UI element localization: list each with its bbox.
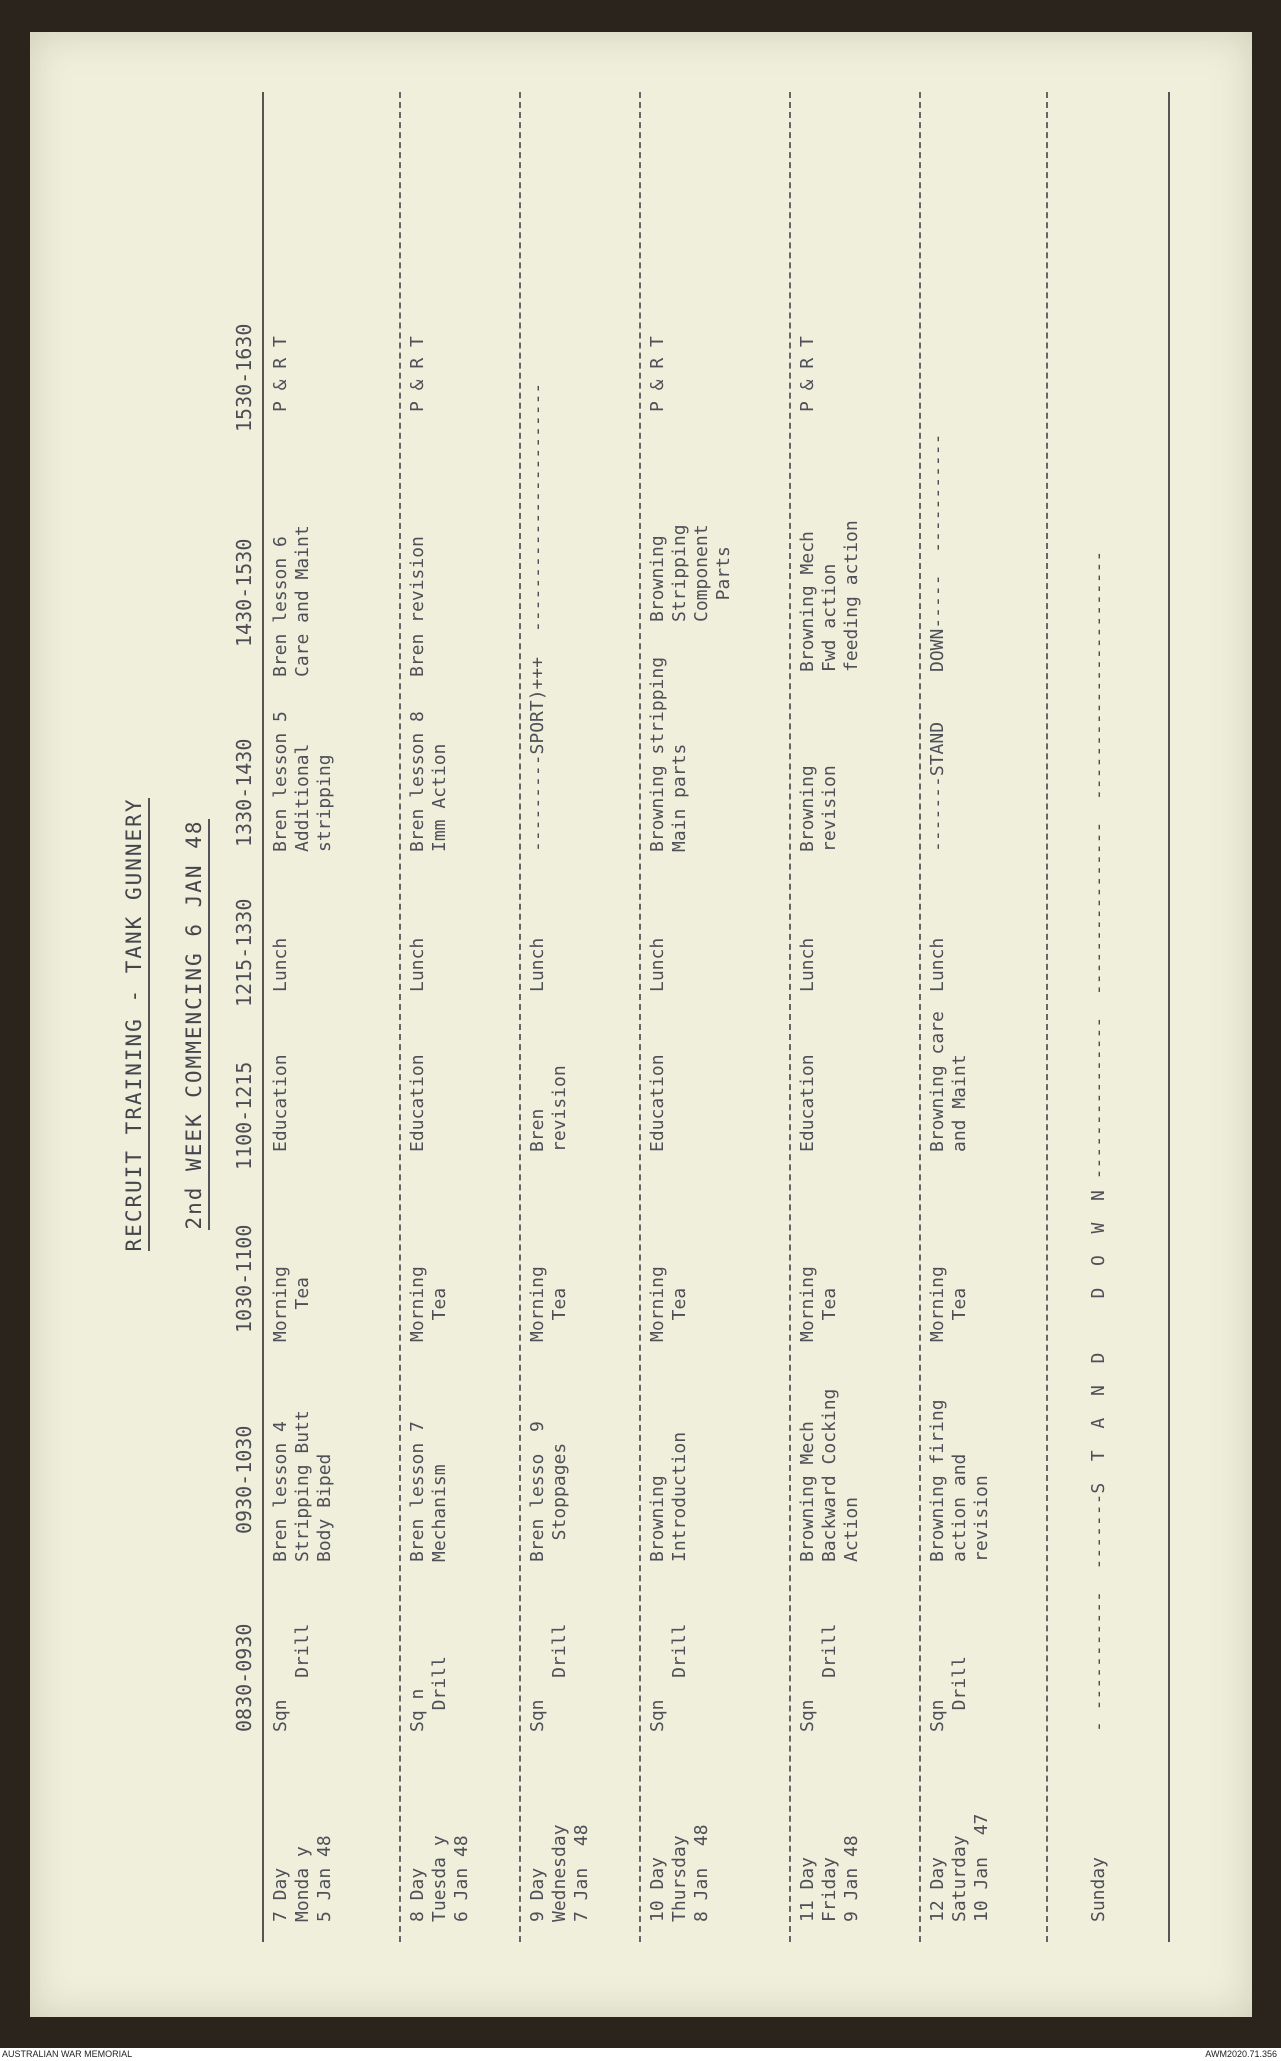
table-cell: P & R T [270,336,291,412]
table-cell: Morning Tea [797,1266,840,1342]
table-cell: Morning Tea [927,1266,970,1342]
table-cell: Bren lesson 4 Stripping Butt Body Biped [270,1410,335,1562]
table-cell: ----------------------- [527,382,548,632]
document-title: RECRUIT TRAINING - TANK GUNNERY [122,32,146,2017]
table-cell: Bren lesson 7 Mechanism [407,1421,450,1562]
table-cell: Sq n Drill [407,1656,450,1732]
table-cell: Browning firing action and revision [927,1399,992,1562]
table-cell: Sqn Drill [527,1623,570,1732]
table-cell: - ----------- -------S T A N D D O W N --------------- ---------------- ----------------------- [1088,550,1109,1732]
day-label: 11 Day Friday 9 Jan 48 [797,1835,862,1922]
table-cell: Lunch [797,937,818,992]
table-cell: DOWN----- ----------- [927,433,948,672]
table-row [641,92,791,1942]
table-cell: Education [647,1054,668,1152]
table-cell: Lunch [270,937,291,992]
table-cell: Education [270,1054,291,1152]
document-sheet [30,32,1252,2017]
day-label: 7 Day Monda y 5 Jan 48 [270,1835,335,1922]
table-cell: ---------SPORT)+++ [527,656,548,852]
table-cell: Morning Tea [407,1266,450,1342]
footer-source-label: AUSTRALIAN WAR MEMORIAL [2,2049,133,2059]
table-cell: Lunch [407,937,428,992]
day-label: 12 Day Saturday 10 Jan 47 [927,1813,992,1922]
table-cell: Bren lesson 6 Care and Maint [270,525,313,677]
table-cell: P & R T [797,336,818,412]
table-cell: Browning care and Maint [927,1011,970,1152]
training-schedule-table [230,92,1170,1942]
day-label: 8 Day Tuesda y 6 Jan 48 [407,1835,472,1922]
table-cell: Browning Mech Backward Cocking Action [797,1388,862,1562]
table-cell: Bren lesson 8 Imm Action [407,711,450,852]
table-cell: Lunch [527,937,548,992]
table-cell: Bren revision [407,536,428,677]
day-label: 9 Day Wednesday 7 Jan 48 [527,1824,592,1922]
table-row [521,92,641,1942]
table-cell: Browning Mech Fwd action feeding action [797,520,862,672]
rotated-content [30,32,1252,2017]
table-cell: Lunch [927,937,948,992]
table-cell: P & R T [647,336,668,412]
column-header: 1215-1330 [232,898,256,1007]
column-header: 0930-1030 [232,1425,256,1534]
table-row [791,92,921,1942]
table-cell: Bren revision [527,1065,570,1152]
column-header: 1430-1530 [232,538,256,647]
table-row [921,92,1048,1942]
day-label: 10 Day Thursday 8 Jan 48 [647,1824,712,1922]
table-cell: Browning stripping Main parts [647,656,690,852]
table-row [1048,92,1170,1942]
table-cell: -------STAND [927,721,948,852]
column-header: 1030-1100 [232,1224,256,1333]
document-subtitle: 2nd WEEK COMMENCING 6 JAN 48 [182,32,206,2017]
table-row [401,92,521,1942]
table-cell: Sqn Drill [270,1623,313,1732]
table-cell: Morning Tea [647,1266,690,1342]
column-header: 0830-0930 [232,1623,256,1732]
table-cell: Browning Stripping Component Parts [647,524,734,622]
table-cell: Bren lesso 9 Stoppages [527,1421,570,1562]
table-cell: Bren lesson 5 Additional stripping [270,711,335,852]
table-row [264,92,401,1942]
time-slot-header-row [230,92,264,1942]
table-cell: Morning Tea [527,1266,570,1342]
table-cell: Morning Tea [270,1266,313,1342]
archive-footer [0,2048,1281,2061]
table-cell: Browning Introduction [647,1431,690,1562]
table-cell: Sqn Drill [797,1623,840,1732]
column-header: 1530-1630 [232,323,256,432]
table-cell: Sqn Drill [927,1656,970,1732]
table-cell: Education [407,1054,428,1152]
table-cell: Lunch [647,937,668,992]
table-cell: Education [797,1054,818,1152]
column-header: 1100-1215 [232,1061,256,1170]
table-cell: Sqn Drill [647,1623,690,1732]
day-label: Sunday [1088,1856,1109,1922]
column-header: 1330-1430 [232,738,256,847]
table-cell: P & R T [407,336,428,412]
table-cell: Browning revision [797,765,840,852]
footer-catalogue-id: AWM2020.71.356 [1205,2049,1277,2059]
